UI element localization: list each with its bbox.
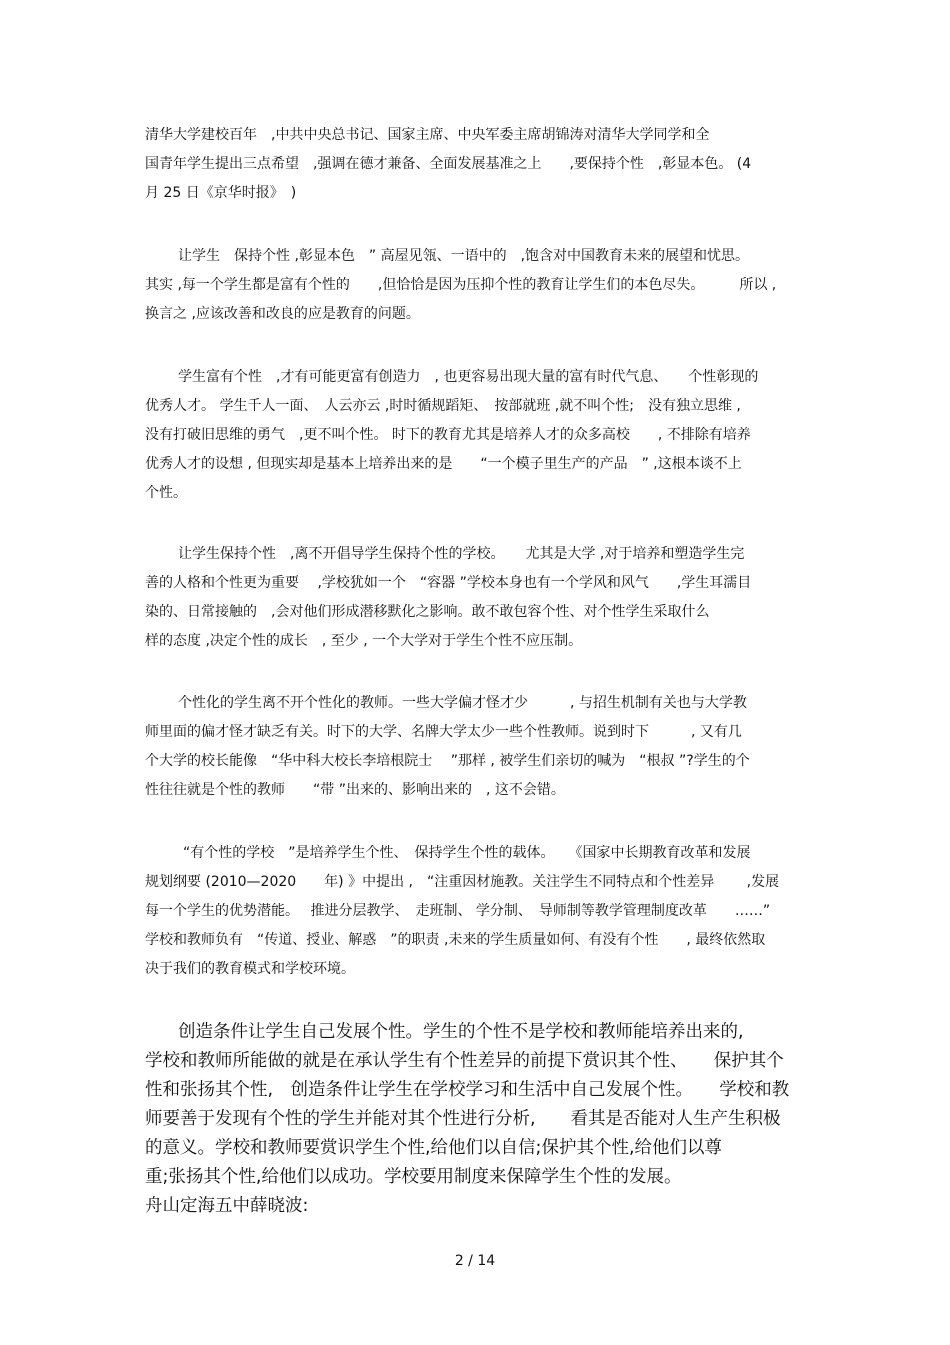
text-line: 换言之 ,应该改善和改良的应是教育的问题。 bbox=[145, 306, 420, 322]
text-line: 优秀人才。 学生千人一面、 人云亦云 ,时时循规蹈矩、 按部就班 ,就不叫个性; 没有独立思维 , bbox=[145, 398, 741, 414]
text-line: 师里面的偏才怪才缺乏有关。时下的大学、名牌大学太少一些个性教师。说到时下 , 又有几 bbox=[145, 724, 742, 740]
text-line: 染的、日常接触的 ,会对他们形成潜移默化之影响。敢不敢包容个性、对个性学生采取什么 bbox=[145, 604, 710, 620]
text-line: 清华大学建校百年 ,中共中央总书记、国家主席、中央军委主席胡锦涛对清华大学同学和全 bbox=[145, 127, 710, 143]
text-line: 个性。 bbox=[145, 485, 187, 501]
text-line: 没有打破旧思维的勇气 ,更不叫个性。 时下的教育尤其是培养人才的众多高校 , 不排除有培养 bbox=[145, 427, 751, 443]
text-line: 其实 ,每一个学生都是富有个性的 ,但恰恰是因为压抑个性的教育让学生们的本色尽失。 所以 , bbox=[145, 277, 777, 293]
text-line: 让学生 保持个性 ,彰显本色 ” 高屋见瓴、一语中的 ,饱含对中国教育未来的展望和忧思。 bbox=[178, 248, 750, 264]
text-line: 月 25 日《京华时报》 ) bbox=[145, 185, 297, 201]
text-line: “有个性的学校 ”是培养学生个性、 保持学生个性的载体。 《国家中长期教育改革和发展 bbox=[183, 845, 751, 861]
text-line: 个性化的学生离不开个性化的教师。一些大学偏才怪才少 , 与招生机制有关也与大学教 bbox=[178, 695, 747, 711]
text-line: 国青年学生提出三点希望 ,强调在德才兼备、全面发展基准之上 ,要保持个性 ,彰显本色。 (4 bbox=[145, 156, 752, 172]
text-line: 优秀人才的设想 , 但现实却是基本上培养出来的是 “一个模子里生产的产品 ” ,这根本谈不上 bbox=[145, 456, 742, 472]
text-line: 师要善于发现有个性的学生并能对其个性进行分析, 看其是否能对人生产生积极 bbox=[145, 1109, 781, 1129]
text-line: 性和张扬其个性, 创造条件让学生在学校学习和生活中自己发展个性。 学校和教 bbox=[145, 1080, 790, 1100]
text-line: 创造条件让学生自己发展个性。学生的个性不是学校和教师能培养出来的, bbox=[178, 1022, 744, 1042]
text-line: 个大学的校长能像 “华中科大校长李培根院士 ”那样 , 被学生们亲切的喊为 “根叔 ”?学生的个 bbox=[145, 753, 750, 769]
text-line: 规划纲要 (2010—2020 年) 》中提出 , “注重因材施教。关注学生不同特点和个性差异 ,发展 bbox=[145, 874, 780, 890]
text-line: 让学生保持个性 ,离不开倡导学生保持个性的学校。 尤其是大学 ,对于培养和塑造学生完 bbox=[178, 546, 745, 562]
text-line: 性往往就是个性的教师 “带 ”出来的、影响出来的 , 这不会错。 bbox=[145, 782, 565, 798]
text-line: 善的人格和个性更为重要 ,学校犹如一个 “容器 ”学校本身也有一个学风和风气 ,学生耳濡目 bbox=[145, 575, 752, 591]
page-number: 2 / 14 bbox=[454, 1253, 496, 1269]
text-line: 每一个学生的优势潜能。 推进分层教学、 走班制、 学分制、 导师制等教学管理制度改革 ……” bbox=[145, 903, 771, 919]
text-line: 样的态度 ,决定个性的成长 , 至少 , 一个大学对于学生个性不应压制。 bbox=[145, 633, 583, 649]
author-line: 舟山定海五中薛晓波: bbox=[145, 1196, 309, 1216]
text-line: 学校和教师所能做的就是在承认学生有个性差异的前提下赏识其个性、 保护其个 bbox=[145, 1051, 784, 1071]
text-line: 决于我们的教育模式和学校环境。 bbox=[145, 961, 355, 977]
text-line: 重;张扬其个性,给他们以成功。学校要用制度来保障学生个性的发展。 bbox=[145, 1167, 682, 1187]
text-line: 学生富有个性 ,才有可能更富有创造力 , 也更容易出现大量的富有时代气息、 个性彰现的 bbox=[178, 369, 759, 385]
text-line: 的意义。学校和教师要赏识学生个性,给他们以自信;保护其个性,给他们以尊 bbox=[145, 1138, 723, 1158]
text-line: 学校和教师负有 “传道、授业、解惑 ”的职责 ,未来的学生质量如何、有没有个性 , 最终依然取 bbox=[145, 932, 766, 948]
